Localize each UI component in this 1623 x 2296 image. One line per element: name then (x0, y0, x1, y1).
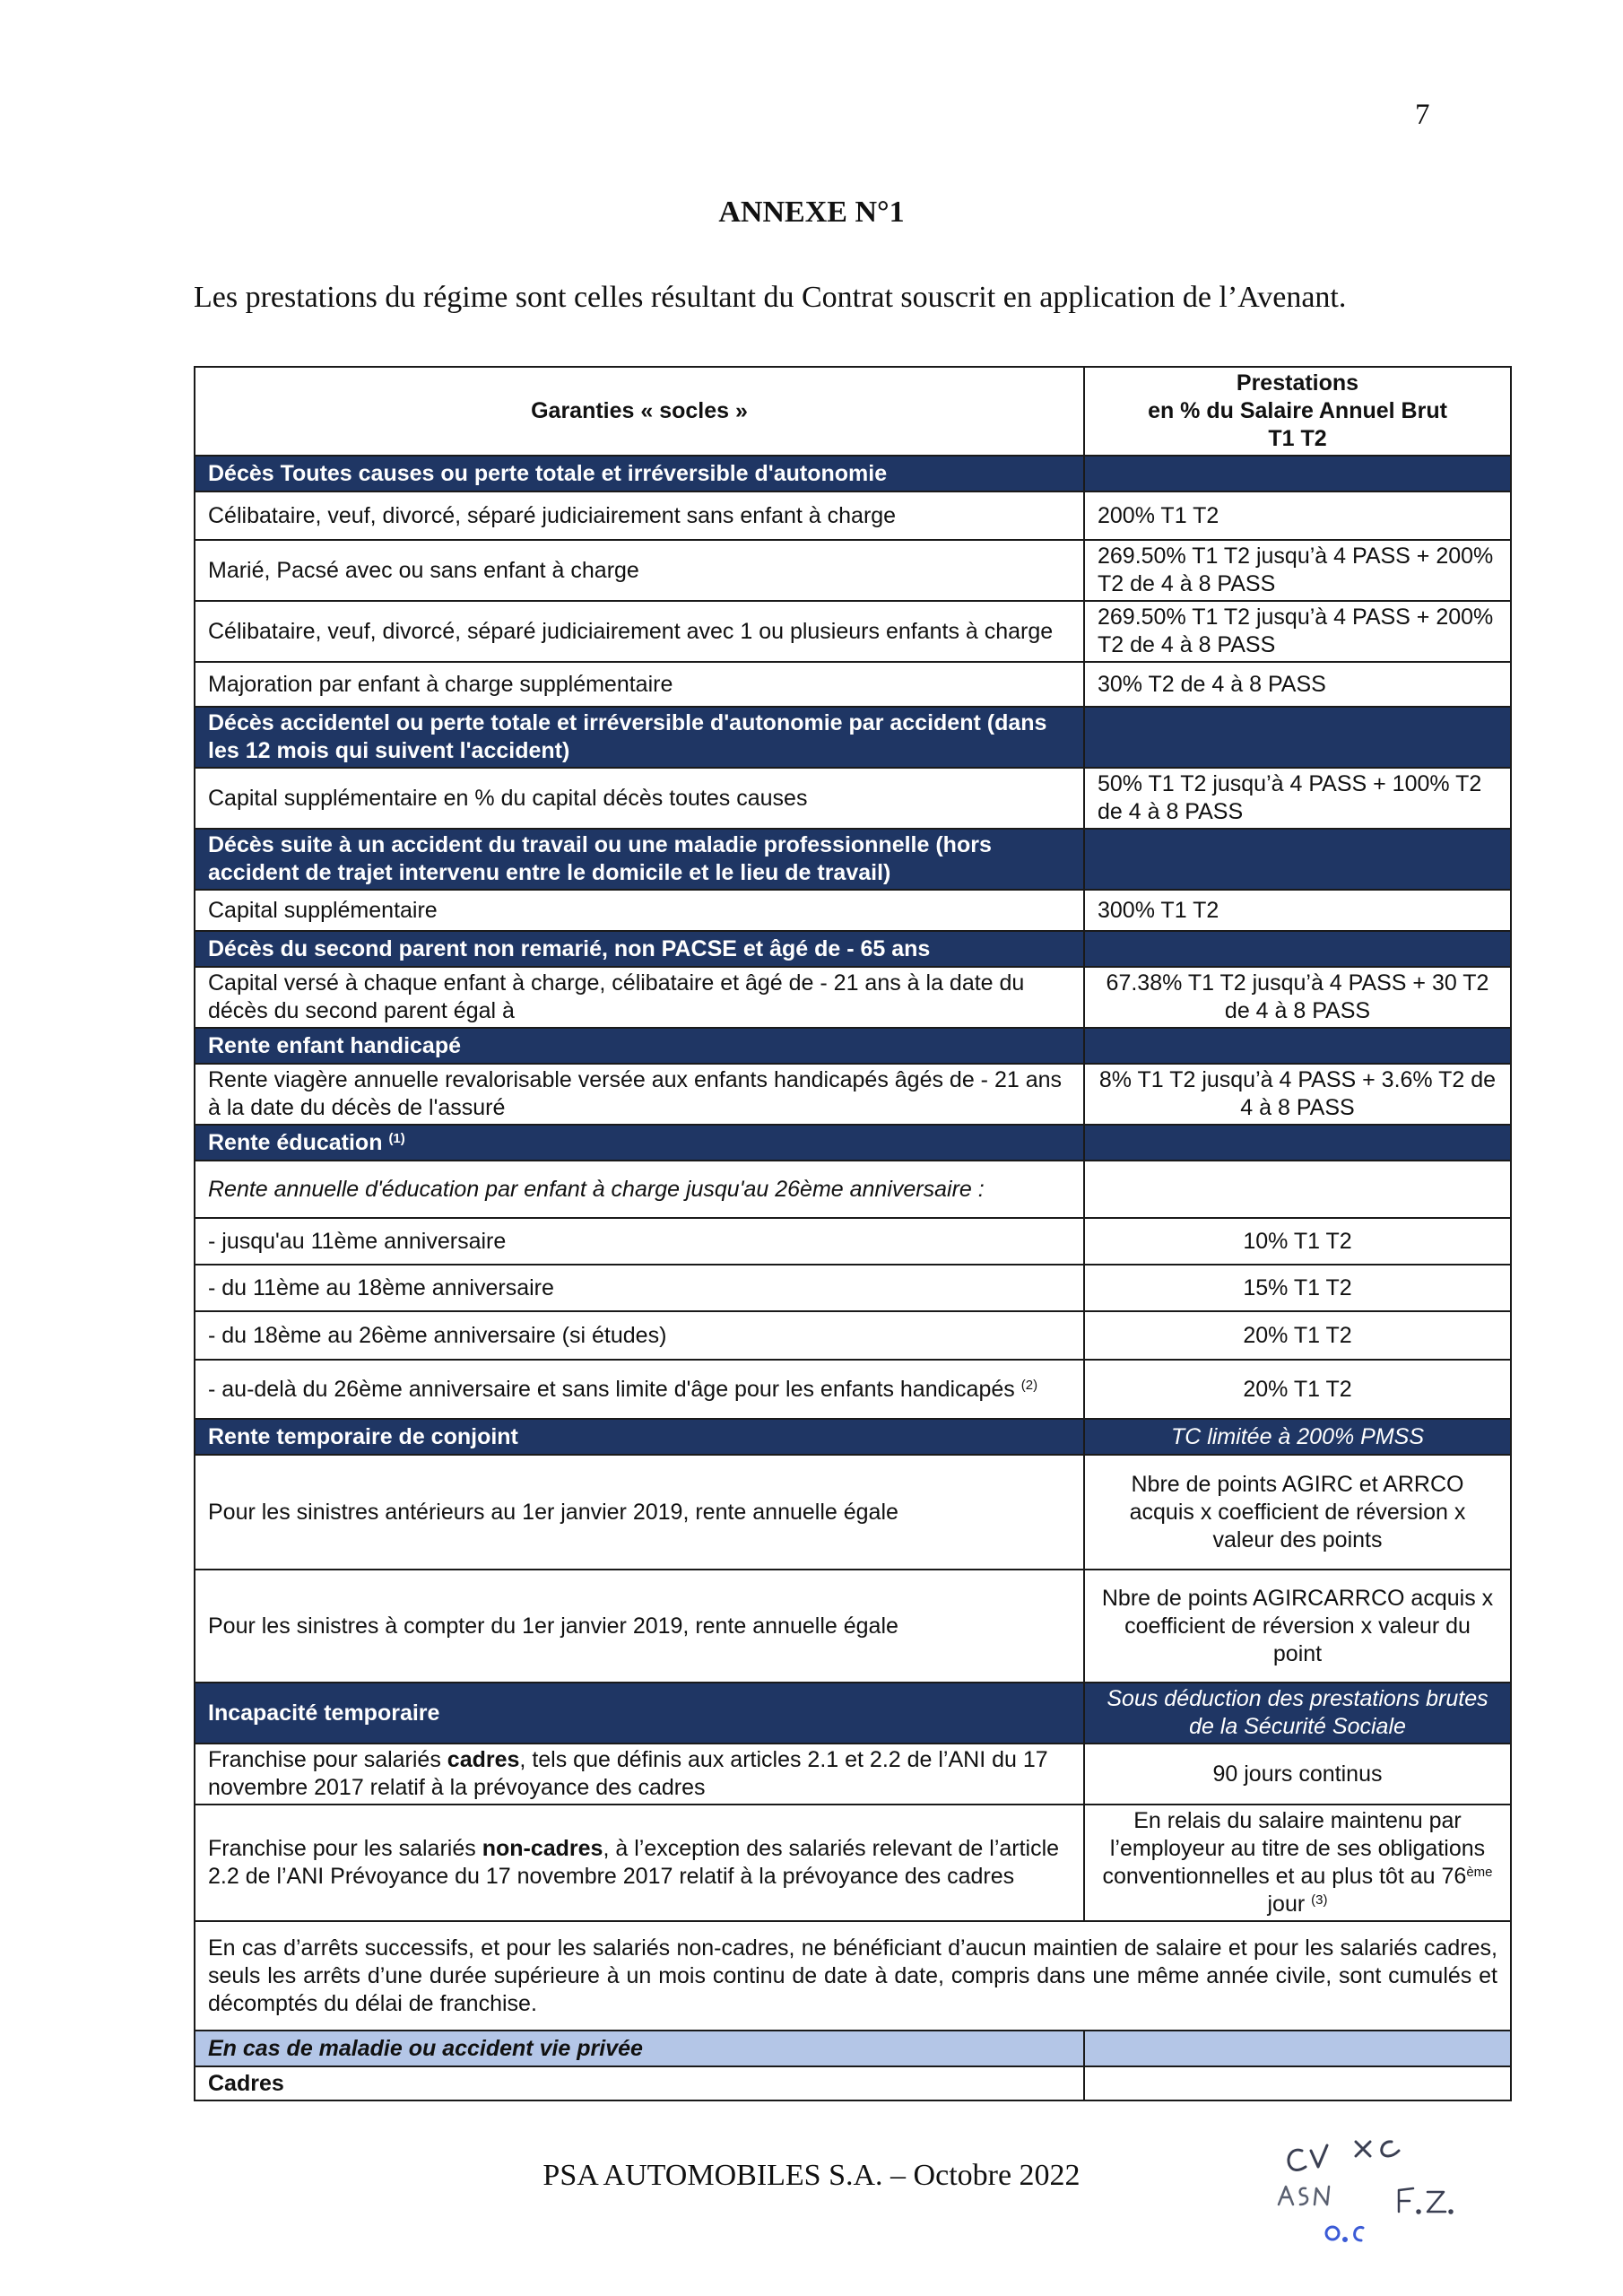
header-guarantees: Garanties « socles » (195, 367, 1084, 456)
initials-oc (1326, 2227, 1363, 2241)
footnote-marker: (3) (1311, 1892, 1328, 1908)
section-title: Décès suite à un accident du travail ou une maladie professionnelle (hors accident de trajet intervenu entre le domicile et le lieu de travail) (195, 829, 1084, 890)
table-row: Pour les sinistres à compter du 1er janvier 2019, rente annuelle égale Nbre de points AGIRCARRCO acquis x coefficient de réversion x valeur du point (195, 1570, 1511, 1683)
section-title: Décès accidentel ou perte totale et irréversible d'autonomie par accident (dans les 12 mois qui suivent l'accident) (195, 707, 1084, 768)
table-row: Rente annuelle d'éducation par enfant à charge jusqu'au 26ème anniversaire : (195, 1161, 1511, 1218)
table-row: Capital supplémentaire en % du capital décès toutes causes 50% T1 T2 jusqu’à 4 PASS + 100% T2 de 4 à 8 PASS (195, 768, 1511, 829)
table-row: - du 11ème au 18ème anniversaire 15% T1 T2 (195, 1265, 1511, 1311)
table-row: Capital supplémentaire 300% T1 T2 (195, 890, 1511, 931)
section-row-travail (195, 829, 1511, 890)
initials-signatures (1273, 2135, 1480, 2260)
table-header-row (195, 367, 1511, 456)
initials-asn (1279, 2187, 1329, 2205)
initials-fz (1399, 2188, 1453, 2213)
section-title: Rente temporaire de conjoint (195, 1419, 1084, 1455)
footer: PSA AUTOMOBILES S.A. – Octobre 2022 (542, 2159, 1081, 2192)
table-row: Cadres (195, 2066, 1511, 2100)
table-row: - au-delà du 26ème anniversaire et sans limite d'âge pour les enfants handicapés $^{(2)}$ 20% T1 T2 (195, 1360, 1511, 1419)
subsection-title: En cas de maladie ou accident vie privée (195, 2031, 1084, 2066)
benefits-table (194, 366, 1512, 2101)
table-row: Majoration par enfant à charge supplémentaire 30% T2 de 4 à 8 PASS (195, 662, 1511, 707)
section-row-incapacite: Incapacité temporaire Sous déduction des prestations brutes de la Sécurité Sociale (195, 1683, 1511, 1744)
section-row-handicape (195, 1028, 1511, 1064)
section-row-conjoint: Rente temporaire de conjoint TC limitée à 200% PMSS (195, 1419, 1511, 1455)
section-title: Décès Toutes causes ou perte totale et irréversible d'autonomie (195, 456, 1084, 491)
section-row-education (195, 1125, 1511, 1161)
section-row-deces (195, 456, 1511, 491)
table-row: Franchise pour les salariés non-cadres, à l’exception des salariés relevant de l’article 2.2 de l’ANI Prévoyance du 17 novembre 2017 relatif à la prévoyance des cadres En relais du salaire maintenu par l’employeur au titre de ses obligations conventionnelles et au plus tôt au 76ème jour $^{(3)}$ (195, 1805, 1511, 1921)
initials-cv (1289, 2145, 1327, 2170)
section-row-accident (195, 707, 1511, 768)
table-row: Rente viagère annuelle revalorisable versée aux enfants handicapés âgés de - 21 ans à la date du décès de l'assuré 8% T1 T2 jusqu’à 4 PASS + 3.6% T2 de 4 à 8 PASS (195, 1064, 1511, 1125)
intro-text: Les prestations du régime sont celles résultant du Contrat souscrit en application de l’Avenant. (194, 281, 1347, 314)
footnote-marker: (2) (1020, 1377, 1038, 1393)
section-title: Décès du second parent non remarié, non PACSE et âgé de - 65 ans (195, 931, 1084, 967)
header-benefits: Prestations en % du Salaire Annuel Brut T1 T2 (1084, 367, 1511, 456)
table-row: Marié, Pacsé avec ou sans enfant à charge 269.50% T1 T2 jusqu’à 4 PASS + 200% T2 de 4 à 8 PASS (195, 540, 1511, 601)
page-number: 7 (1415, 99, 1430, 131)
footnote-marker: (1) (388, 1130, 405, 1146)
table-row-note: En cas d’arrêts successifs, et pour les salariés non-cadres, ne bénéficiant d’aucun maintien de salaire et pour les salariés cadres, seuls les arrêts d’une durée supérieure à un mois continu de date à date, compris dans une même année civile, sont cumulés et décomptés du délai de franchise. (195, 1921, 1511, 2031)
table-row: - jusqu'au 11ème anniversaire 10% T1 T2 (195, 1218, 1511, 1265)
initials-xc (1356, 2142, 1399, 2156)
section-title: Rente enfant handicapé (195, 1028, 1084, 1064)
section-row-second-parent (195, 931, 1511, 967)
subsection-row-maladie (195, 2031, 1511, 2066)
page-title: ANNEXE N°1 (718, 196, 905, 229)
section-title: Rente éducation $^{(1)}$ (195, 1125, 1084, 1161)
section-title: Incapacité temporaire (195, 1683, 1084, 1744)
table-row: Pour les sinistres antérieurs au 1er janvier 2019, rente annuelle égale Nbre de points AGIRC et ARRCO acquis x coefficient de réversion x valeur des points (195, 1455, 1511, 1570)
table-row: - du 18ème au 26ème anniversaire (si études) 20% T1 T2 (195, 1311, 1511, 1360)
table-row: Franchise pour salariés cadres, tels que définis aux articles 2.1 et 2.2 de l’ANI du 17 novembre 2017 relatif à la prévoyance des cadres 90 jours continus (195, 1744, 1511, 1805)
table-row: Capital versé à chaque enfant à charge, célibataire et âgé de - 21 ans à la date du décès du second parent égal à 67.38% T1 T2 jusqu’à 4 PASS + 30 T2 de 4 à 8 PASS (195, 967, 1511, 1028)
table-row: Célibataire, veuf, divorcé, séparé judiciairement avec 1 ou plusieurs enfants à charge 269.50% T1 T2 jusqu’à 4 PASS + 200% T2 de 4 à 8 PASS (195, 601, 1511, 662)
table-row: Célibataire, veuf, divorcé, séparé judiciairement sans enfant à charge 200% T1 T2 (195, 491, 1511, 540)
